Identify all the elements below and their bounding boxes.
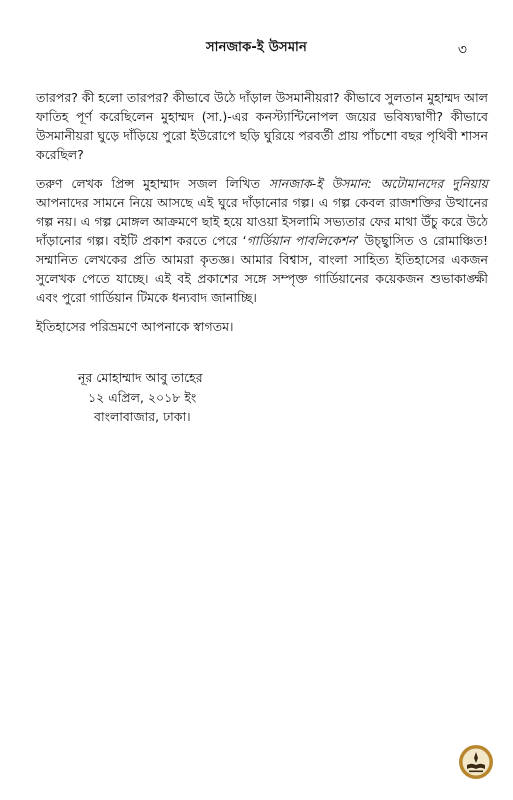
paragraph-text: ইতিহাসের পরিভ্রমণে আপনাকে স্বাগতম। bbox=[36, 319, 234, 334]
paragraph-publisher-note bbox=[36, 174, 488, 307]
paragraph-text: তরুণ লেখক প্রিন্স মুহাম্মাদ সজল লিখিত bbox=[36, 176, 269, 191]
paragraph-intro-questions bbox=[36, 88, 488, 164]
body-text bbox=[36, 88, 488, 346]
paragraph-text: আপনাদের সামনে নিয়ে আসছে এই ঘুরে দাঁড়ানোর গল্প। এ গল্প কেবল রাজশক্তির উত্থানের গল্প নয়। এ গল্প মোঙ্গল আক্রমণে ছাই হয়ে যাওয়া ইসলামি সভ্যতার ফের মাথা উঁচু করে উঠে দাঁড়ানোর গল্প। বইটি প্রকাশ করতে পেরে ‘ bbox=[36, 195, 488, 248]
signature-name: নূর মোহাম্মাদ আবু তাহের bbox=[78, 370, 203, 385]
signature-date: ১২ এপ্রিল, ২০১৮ ইং bbox=[88, 389, 197, 405]
paragraph-text: তারপর? কী হলো তারপর? কীভাবে উঠে দাঁড়াল উসমানীয়রা? কীভাবে সুলতান মুহাম্মদ আল ফাতিহ পূর্ণ করেছিলেন মুহাম্মদ (সা.)-এর কনস্ট্যান্টিনোপল জয়ের ভবিষ্যদ্বাণী? কীভাবে উসমানীয়রা ঘুড়ে দাঁড়িয়ে পুরো ইউরোপে ছড়ি ঘুরিয়ে পরবর্তী প্রায় পাঁচশো বছর পৃথিবী শাসন করেছিল? bbox=[36, 90, 488, 162]
signature-place: বাংলাবাজার, ঢাকা। bbox=[94, 409, 191, 424]
signature-block bbox=[78, 368, 203, 427]
book-title: সানজাক-ই উসমান: অটোমানদের দুনিয়ায় bbox=[268, 176, 488, 191]
publisher-logo-icon bbox=[458, 744, 494, 780]
running-title: সানজাক-ই উসমান bbox=[206, 40, 307, 55]
paragraph-welcome bbox=[36, 317, 488, 336]
page-number: ৩ bbox=[457, 42, 467, 58]
publisher-name: গার্ডিয়ান পাবলিকেশন bbox=[246, 233, 356, 248]
paragraph-text: ’ উচ্ছ্বাসিত ও রোমাঞ্চিত! সম্মানিত লেখকের প্রতি আমরা কৃতজ্ঞ। আমার বিশ্বাস, বাংলা সাহিত্য ইতিহাসের একজন সুলেখক পেতে যাচ্ছে। এই বই প্রকাশের সঙ্গে সম্পৃক্ত গার্ডিয়ানের কয়েকজন শুভাকাঙ্ক্ষী এবং পুরো গার্ডিয়ান টিমকে ধন্যবাদ জানাচ্ছি। bbox=[36, 233, 488, 305]
